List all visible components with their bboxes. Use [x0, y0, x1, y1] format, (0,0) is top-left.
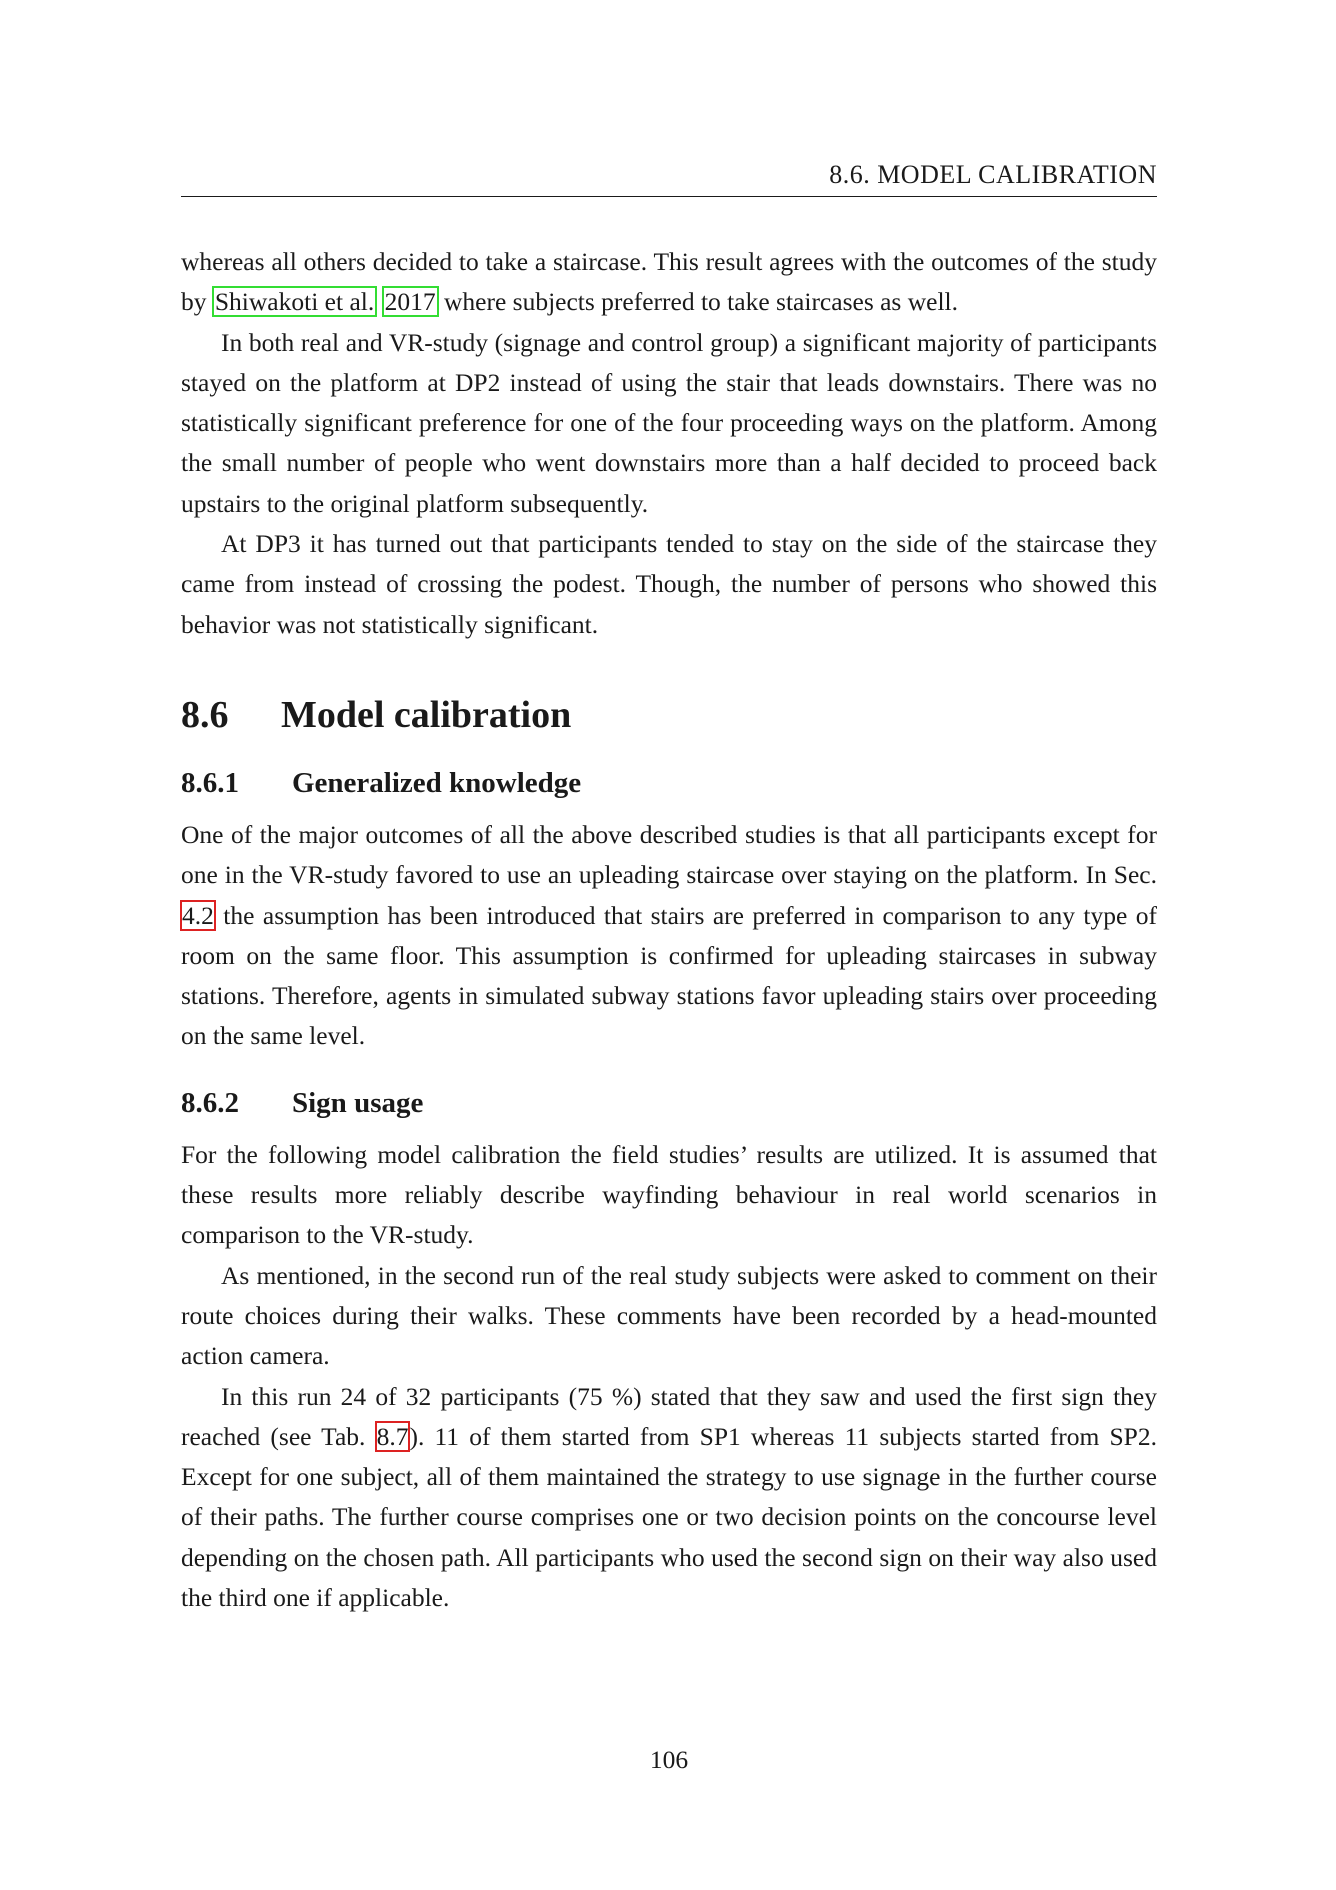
subsection-heading-generalized-knowledge [181, 763, 1157, 803]
body-text [181, 242, 1157, 1618]
paragraph-sign-usage-comments: As mentioned, in the second run of the real study subjects were asked to comment on their route choices during their walks. These comments have been recorded by a head-mounted action camera. [181, 1260, 1157, 1371]
paragraph-text: In this run 24 of 32 participants (75 %) stated that they saw and used the first sign they reached (see Tab. [181, 1381, 1157, 1451]
citation-author-link[interactable]: Shiwakoti et al. [214, 287, 375, 317]
paragraph-generalized-knowledge [181, 815, 1157, 1057]
page-number: 106 [649, 1745, 689, 1774]
section-number: 8.6 [181, 693, 229, 736]
subsection-title: Sign usage [292, 1086, 424, 1119]
subsection-title: Generalized knowledge [292, 766, 582, 799]
paragraph-text: the assumption has been introduced that stairs are preferred in comparison to any type of room on the same floor. This assumption is confirmed for upleading staircases in subway stations. Therefore, agents in simulated subway stations favor upleading stairs over proceeding on the same level. [181, 900, 1157, 1051]
paragraph-dp3: At DP3 it has turned out that participants tended to stay on the side of the staircase they came from instead of crossing the podest. Though, the number of persons who showed this behavior was not statistically significant. [181, 529, 1157, 639]
subsection-number: 8.6.1 [181, 766, 239, 799]
paragraph-text: One of the major outcomes of all the above described studies is that all participants except for one in the VR-study favored to use an upleading staircase over staying on the platform. In Sec. [181, 819, 1157, 890]
page [181, 0, 1157, 1890]
paragraph-text: whereas all others decided to take a staircase. This result agrees with the outcomes of the study by [181, 247, 1157, 317]
paragraph-text: where subjects preferred to take staircases as well. [437, 287, 959, 317]
table-ref-link[interactable]: 8.7 [376, 1421, 409, 1451]
running-header [181, 160, 1157, 197]
paragraph-dp2: In both real and VR-study (signage and control group) a significant majority of participants stayed on the platform at DP2 instead of using the stair that leads downstairs. There was no statistically significant preference for one of the four proceeding ways on the platform. Among the small number of people who went downstairs more than a half decided to proceed back upstairs to the original platform subsequently. [181, 327, 1157, 518]
section-title: Model calibration [281, 693, 572, 736]
subsection-heading-sign-usage [181, 1083, 1157, 1123]
running-header-title: 8.6. MODEL CALIBRATION [829, 160, 1157, 189]
section-heading [181, 693, 1157, 737]
paragraph-sign-usage-intro: For the following model calibration the field studies’ results are utilized. It is assumed that these results more reliably describe wayfinding behaviour in real world scenarios in comparison to the VR-study. [181, 1139, 1157, 1250]
subsection-number: 8.6.2 [181, 1086, 239, 1119]
citation-year-link[interactable]: 2017 [384, 287, 436, 317]
paragraph-continuation [181, 242, 1157, 323]
section-ref-link[interactable]: 4.2 [182, 900, 214, 930]
paragraph-sign-usage-results [181, 1377, 1157, 1619]
paragraph-text: ). 11 of them started from SP1 whereas 11 subjects started from SP2. Except for one subject, all of them maintained the strategy to use signage in the further course of their paths. The further course comprises one or two decision points on the concourse level depending on the chosen path. All participants who used the second sign on their way also used the third one if applicable. [181, 1421, 1157, 1613]
